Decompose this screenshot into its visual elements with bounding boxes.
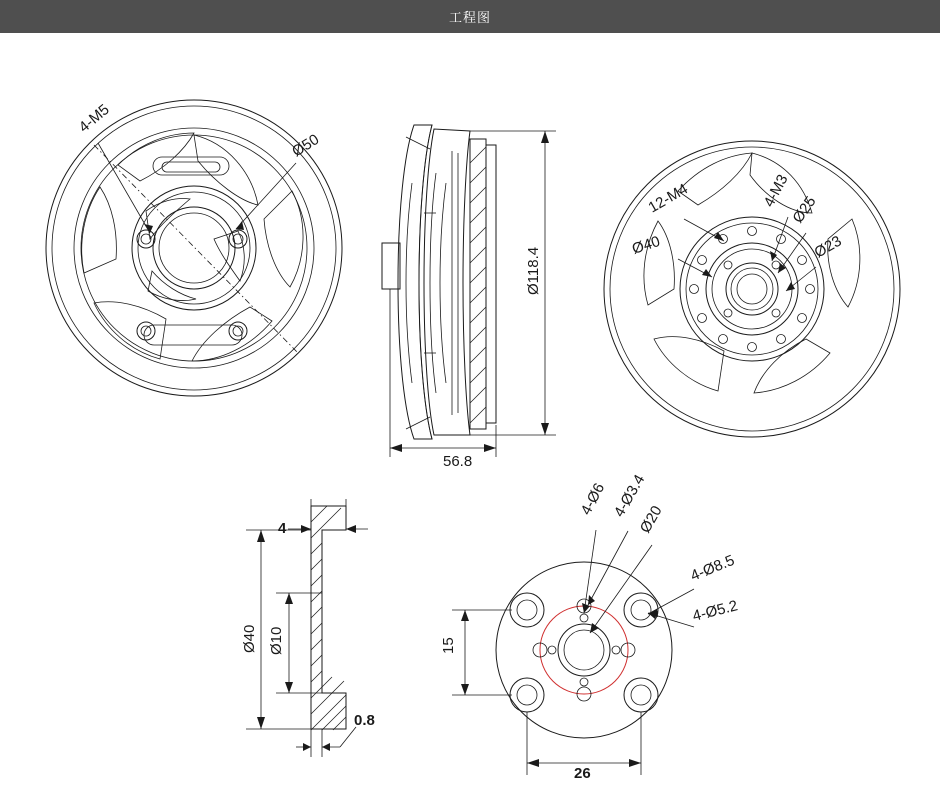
- label-hub-4-d8-5: 4-Ø8.5: [688, 551, 738, 585]
- label-plate-0-8: 0.8: [354, 712, 375, 729]
- label-plate-4: 4: [278, 520, 287, 537]
- label-hub-4-d3-4: 4-Ø3.4: [610, 471, 649, 520]
- label-front-4-m5: 4-M5: [75, 101, 113, 137]
- rear-bolt-circle-12-m4: [690, 227, 815, 352]
- label-rear-d25: Ø25: [789, 193, 820, 227]
- front-view: [46, 100, 342, 396]
- hub-plate-leaders: [582, 530, 694, 633]
- window-title: 工程图: [448, 10, 491, 25]
- label-side-d118-4: Ø118.4: [525, 246, 542, 295]
- rear-bolt-circle-4-m3: [724, 261, 780, 317]
- label-hub-26: 26: [574, 765, 591, 782]
- drawing-canvas: [0, 33, 940, 798]
- label-rear-d23: Ø23: [811, 232, 845, 262]
- holes-6: [548, 614, 620, 686]
- plate-section-view: [241, 499, 375, 757]
- label-hub-4-d5-2: 4-Ø5.2: [690, 597, 740, 625]
- rear-leaders: [678, 217, 816, 291]
- label-plate-d40: Ø40: [241, 624, 258, 653]
- label-front-d50: Ø50: [289, 130, 323, 161]
- leader-4-m5: [98, 143, 153, 233]
- label-hub-d20: Ø20: [636, 502, 666, 536]
- label-rear-d40: Ø40: [629, 232, 663, 258]
- rear-view: [604, 141, 900, 437]
- label-rear-4-m3: 4-M3: [760, 171, 792, 210]
- side-section-view: [382, 125, 556, 470]
- label-hub-15: 15: [440, 637, 457, 654]
- label-side-56-8: 56.8: [443, 453, 473, 470]
- label-rear-12-m4: 12-M4: [645, 180, 691, 217]
- window-titlebar: [0, 0, 940, 33]
- label-hub-4-d6: 4-Ø6: [577, 480, 609, 518]
- label-plate-d10: Ø10: [268, 626, 285, 655]
- hub-plate-view: [440, 472, 739, 782]
